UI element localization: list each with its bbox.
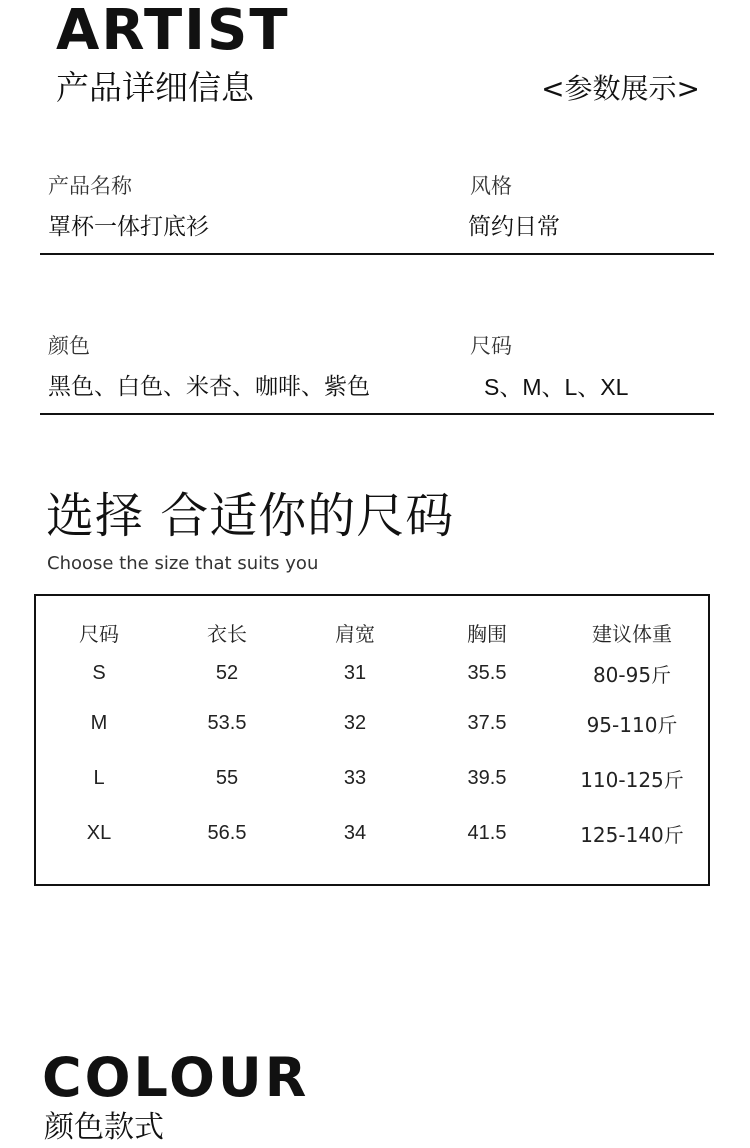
size-value: S、M、L、XL [484,374,629,400]
color-value: 黑色、白色、米杏、咖啡、紫色 [48,374,370,400]
table-row [36,650,708,696]
table-cell: 125-140斤 [580,823,684,847]
table-cell: XL [86,822,112,844]
style-value: 简约日常 [468,214,560,240]
table-cell: 110-125斤 [580,768,684,792]
table-cell: L [93,767,105,789]
table-cell: S [92,661,106,684]
table-cell: 41.5 [467,822,507,844]
table-header-row [36,614,708,650]
colour-section-subtitle: 颜色款式 [44,1110,164,1145]
table-cell: 95-110斤 [586,713,678,737]
page-subtitle: 产品详细信息 [56,68,254,107]
size-label: 尺码 [470,334,512,358]
table-row [36,751,708,806]
table-cell: 55 [215,767,239,789]
table-cell: 33 [343,767,367,789]
column-header: 肩宽 [335,621,375,646]
divider [40,253,714,255]
size-section-subtitle: Choose the size that suits you [47,553,319,574]
column-header: 尺码 [79,621,119,646]
params-tag: <参数展示> [541,72,700,105]
column-header: 衣长 [207,621,247,646]
table-cell: 52 [215,661,239,684]
product-name-value: 罩杯一体打底衫 [48,214,209,240]
table-cell: 31 [343,661,367,684]
column-header: 建议体重 [592,621,672,646]
size-section-title: 选择 合适你的尺码 [46,488,455,544]
size-table [34,594,710,886]
table-cell: 80-95斤 [592,662,672,687]
table-cell: 32 [343,712,367,734]
colour-section-title: COLOUR [42,1046,310,1109]
table-row [36,696,708,751]
table-cell: 53.5 [207,712,247,734]
table-cell: M [90,712,108,734]
table-cell: 34 [343,822,367,844]
column-header: 胸围 [467,621,507,646]
style-label: 风格 [470,174,512,198]
table-cell: 35.5 [467,661,507,684]
table-cell: 39.5 [467,767,507,789]
brand-title: ARTIST [56,0,290,63]
table-cell: 37.5 [467,712,507,734]
product-name-label: 产品名称 [48,174,132,198]
color-label: 颜色 [48,334,90,358]
table-cell: 56.5 [207,822,247,844]
table-row [36,806,708,861]
divider [40,413,714,415]
